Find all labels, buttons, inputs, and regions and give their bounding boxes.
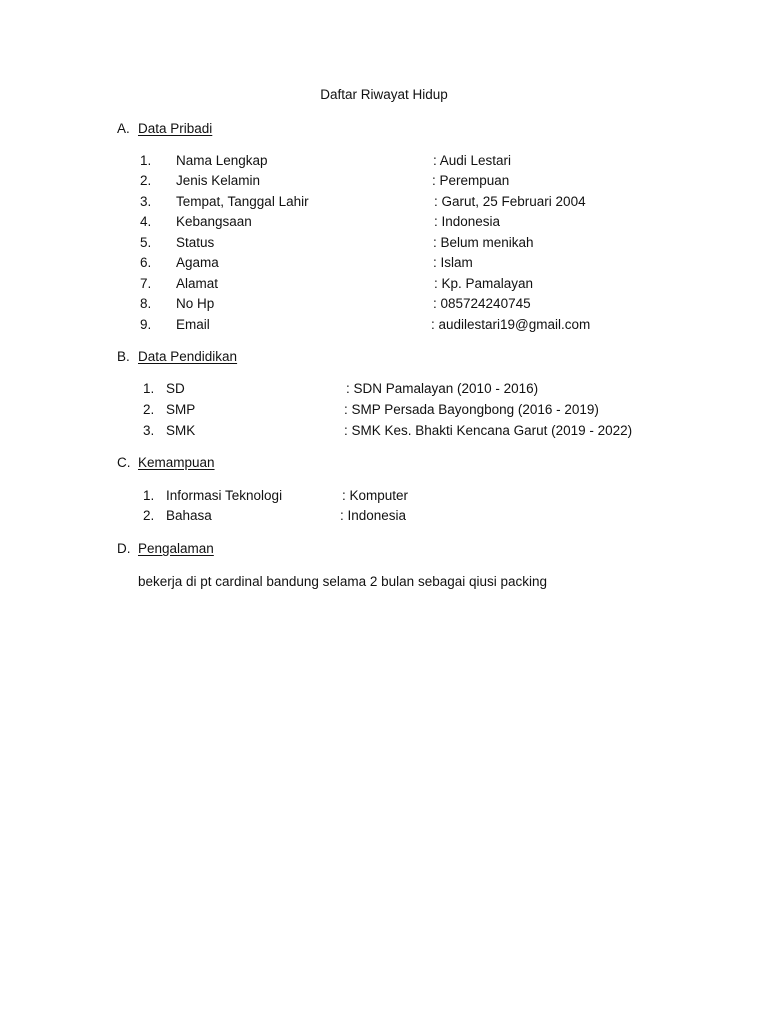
item-label: SMK: [166, 423, 196, 438]
item-label: Jenis Kelamin: [176, 173, 261, 188]
section-letter: A.: [117, 121, 130, 136]
section-d-header: [117, 539, 214, 559]
item-label: Nama Lengkap: [176, 153, 268, 168]
item-label: Agama: [176, 255, 219, 270]
item-number: 1.: [143, 488, 155, 503]
item-label: Status: [176, 235, 215, 250]
section-b-header: [117, 347, 237, 367]
item-value: : audilestari19@gmail.com: [431, 317, 591, 332]
item-value: : SDN Pamalayan (2010 - 2016): [346, 381, 539, 396]
item-value: : Garut, 25 Februari 2004: [434, 194, 586, 209]
document-title: Daftar Riwayat Hidup: [320, 87, 448, 102]
item-label: Alamat: [176, 276, 219, 291]
item-number: 2.: [143, 402, 155, 417]
section-heading: Data Pribadi: [138, 121, 213, 136]
item-label: Kebangsaan: [176, 214, 252, 229]
item-label: No Hp: [176, 296, 215, 311]
item-number: 5.: [140, 235, 152, 250]
section-heading: Data Pendidikan: [138, 349, 238, 364]
item-number: 8.: [140, 296, 152, 311]
section-letter: D.: [117, 541, 131, 556]
item-label: SMP: [166, 402, 196, 417]
section-heading: Pengalaman: [138, 541, 214, 556]
section-a-header: [117, 119, 212, 139]
section-letter: C.: [117, 455, 131, 470]
section-c-header: [117, 453, 215, 473]
item-number: 7.: [140, 276, 152, 291]
item-label: Bahasa: [166, 508, 212, 523]
item-value: : Perempuan: [432, 173, 510, 188]
item-label: Informasi Teknologi: [166, 488, 283, 503]
item-value: : 085724240745: [433, 296, 531, 311]
item-number: 9.: [140, 317, 152, 332]
item-number: 2.: [143, 508, 155, 523]
item-label: Email: [176, 317, 210, 332]
item-value: : Indonesia: [434, 214, 501, 229]
section-heading: Kemampuan: [138, 455, 215, 470]
item-number: 1.: [143, 381, 155, 396]
item-label: SD: [166, 381, 185, 396]
item-number: 1.: [140, 153, 152, 168]
item-number: 4.: [140, 214, 152, 229]
item-number: 3.: [143, 423, 155, 438]
section-letter: B.: [117, 349, 130, 364]
item-value: : Belum menikah: [433, 235, 534, 250]
item-value: : Kp. Pamalayan: [434, 276, 534, 291]
item-number: 3.: [140, 194, 152, 209]
item-value: : SMP Persada Bayongbong (2016 - 2019): [344, 402, 599, 417]
item-value: : Audi Lestari: [433, 153, 512, 168]
item-number: 2.: [140, 173, 152, 188]
item-label: Tempat, Tanggal Lahir: [176, 194, 309, 209]
experience-text: bekerja di pt cardinal bandung selama 2 bulan sebagai qiusi packing: [138, 574, 548, 589]
item-value: : Indonesia: [340, 508, 407, 523]
item-value: : Komputer: [342, 488, 409, 503]
item-value: : Islam: [433, 255, 473, 270]
item-value: : SMK Kes. Bhakti Kencana Garut (2019 - 2022): [344, 423, 633, 438]
item-number: 6.: [140, 255, 152, 270]
